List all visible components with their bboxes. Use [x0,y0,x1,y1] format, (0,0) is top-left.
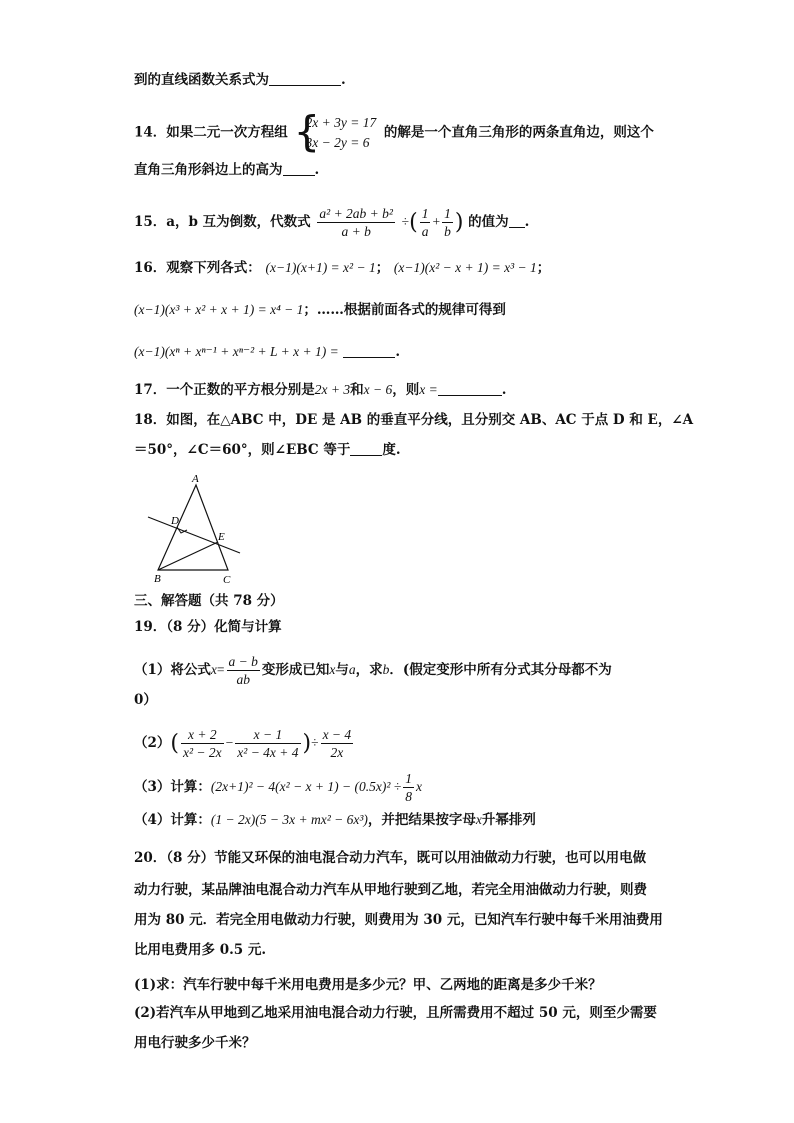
triangle-figure [140,470,260,590]
question-17: 17．一个正数的平方根分别是2x + 3和x − 6，则x = . [134,382,507,398]
question-15: 15．a，b 互为倒数，代数式 $\frac{\text{a² + 2ab + b²}}{a + b}$ ÷( $\frac{1}{a}$ + $\frac{1}{b}$ ) 的值为 . [134,206,530,239]
question-19: 19．（8 分）化简与计算 [134,619,282,635]
question-20-2-cont: 用电行驶多少千米？ [134,1035,256,1051]
triangle-abc [158,485,228,570]
equation-system: { 2x + 3y = 17 3x − 2y = 6 [293,107,377,156]
answer-blank [283,161,315,176]
question-19-1-cont: 0） [134,692,157,708]
question-14-cont: 直角三角形斜边上的高为 . [134,162,320,178]
question-18-cont: ＝50°，∠C＝60°，则∠EBC 等于 度. [134,442,401,458]
question-20-cont: 用为 80 元．若完全用电做动力行驶，则费用为 30 元，已知汽车行驶中每千米用油费用 [134,912,663,928]
question-19-3: （3）计算：(2x+1)² − 4(x² − x + 1) − (0.5x)² ÷ $\frac{1}{8}$ x [134,771,422,804]
question-16-cont: (x−1)(xⁿ + xⁿ⁻¹ + xⁿ⁻² + L + x + 1) = . [134,344,401,360]
label-d: D [171,515,179,527]
label-c: C [223,574,231,586]
label-e: E [218,531,225,543]
question-19-2: （2）( $\frac{x + 2}{\text{x² − 2x}}$ − $\frac{x - 1}{\text{x² − 4x + 4}}$ )÷ $\frac{x - 4}{2x}$ [134,727,352,760]
question-20-1: (1)求：汽车行驶中每千米用电费用是多少元？甲、乙两地的距离是多少千米？ [134,977,602,993]
question-20-cont: 比用电费用多 0.5 元. [134,942,267,958]
question-16: 16．观察下列各式： (x−1)(x+1) = x² − 1； (x−1)(x² − x + 1) = x³ − 1； [134,260,551,276]
answer-blank [269,71,341,86]
section-heading: 三、解答题（共 78 分） [134,593,284,609]
question-14: 14．如果二元一次方程组 { 2x + 3y = 17 3x − 2y = 6 的解是一个直角三角形的两条直角边，则这个 [134,107,654,156]
fraction: $\frac{\text{a² + 2ab + b²}}{a + b}$ [319,206,393,239]
answer-blank [509,213,525,228]
label-a: A [192,473,199,485]
text-line: 到的直线函数关系式为 . [134,72,346,88]
question-19-1: （1）将公式x= $\frac{a - b}{ab}$ 变形成已知x与a，求b．(假定变形中所有分式其分母都不为 [134,654,612,687]
question-20-cont: 动力行驶，某品牌油电混合动力汽车从甲地行驶到乙地，若完全用油做动力行驶，则费 [134,882,647,898]
question-16-cont: (x−1)(x³ + x² + x + 1) = x⁴ − 1；……根据前面各式的规律可得到 [134,302,506,318]
answer-blank [350,441,382,456]
label-b: B [154,573,161,585]
question-18: 18．如图，在△ABC 中，DE 是 AB 的垂直平分线，且分别交 AB、AC 于点 D 和 E，∠A [134,412,694,428]
answer-blank [438,381,502,396]
question-20: 20．（8 分）节能又环保的油电混合动力汽车，既可以用油做动力行驶，也可以用电做 [134,850,647,866]
segment-be [158,542,218,570]
answer-blank [343,343,395,358]
question-20-2: (2)若汽车从甲地到乙地采用油电混合动力行驶，且所需费用不超过 50 元，则至少需要 [134,1005,657,1021]
question-19-4: （4）计算：(1 − 2x)(5 − 3x + mx² − 6x³)，并把结果按字母x升幂排列 [134,812,536,828]
perpendicular-bisector [148,517,240,553]
